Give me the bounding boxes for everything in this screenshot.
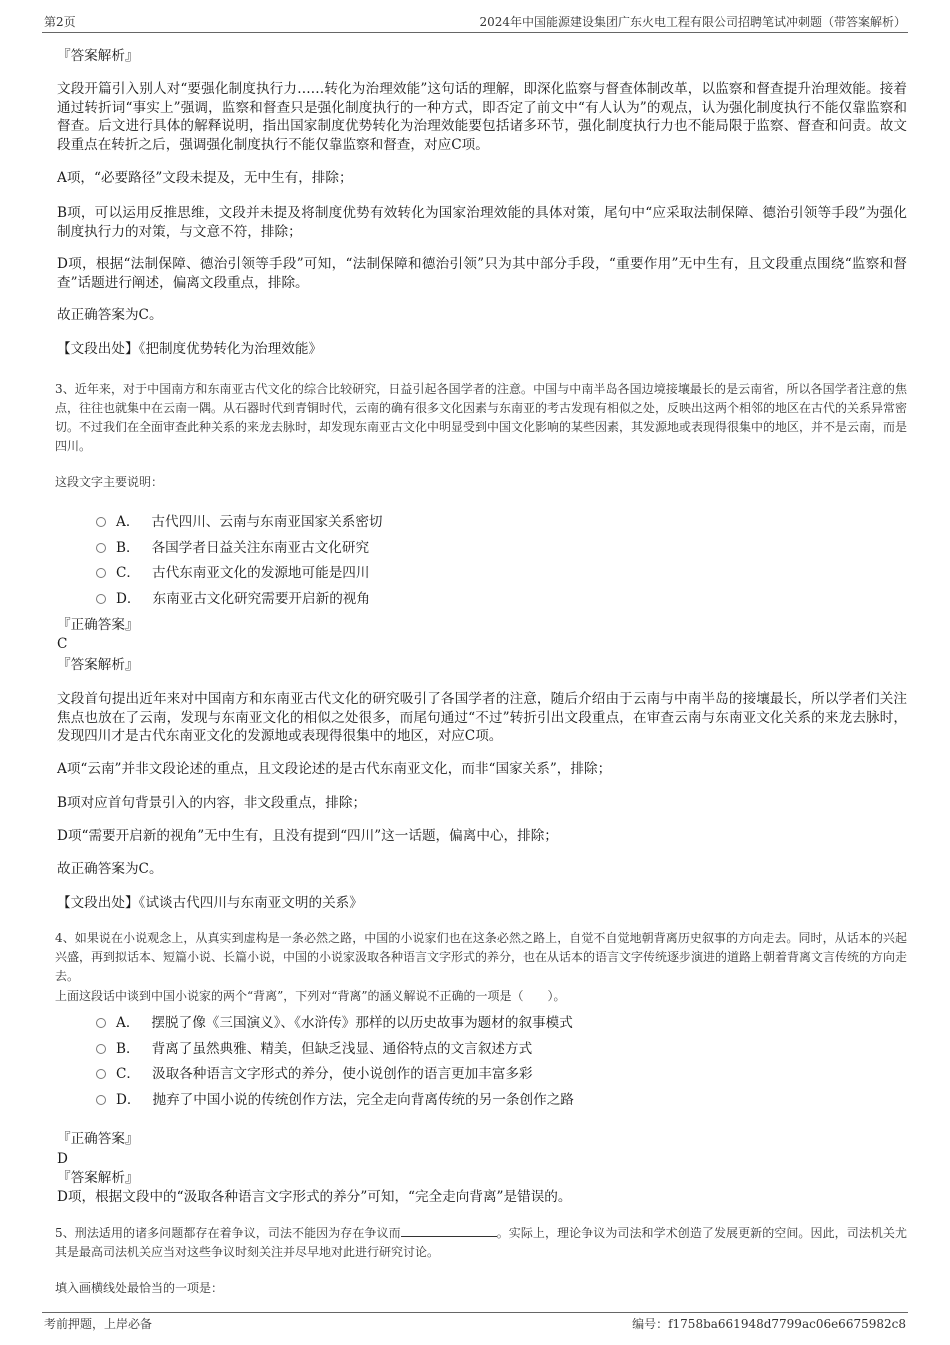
option-letter: B．	[116, 1041, 140, 1057]
q5-text-before: 5、刑法适用的诸多问题都存在着争议，司法不能因为存在争议而	[55, 1226, 401, 1240]
q2-source: 【文段出处】《把制度优势转化为治理效能》	[57, 341, 323, 357]
footer-divider	[42, 1312, 908, 1313]
document-id: 编号：f1758ba661948d7799ac06e6675982c8	[632, 1317, 906, 1331]
option-text: 背离了虽然典雅、精美，但缺乏浅显、通俗特点的文言叙述方式	[151, 1041, 533, 1057]
option-text: 抛弃了中国小说的传统创作方法，完全走向背离传统的另一条创作之路	[152, 1092, 574, 1108]
option-letter: C．	[116, 1066, 140, 1082]
option-letter: B．	[116, 540, 140, 556]
option-text: 古代东南亚文化的发源地可能是四川	[152, 565, 370, 581]
q3-source: 【文段出处】《试谈古代四川与东南亚文明的关系》	[57, 895, 363, 911]
q3-answer: C	[57, 636, 68, 652]
q3-prompt: 这段文字主要说明：	[55, 475, 164, 489]
q3-option-b-analysis: B项对应首句背景引入的内容，非文段重点，排除；	[57, 795, 367, 811]
option-letter: C．	[116, 565, 140, 581]
q2-conclusion: 故正确答案为C。	[57, 307, 163, 323]
radio-icon[interactable]	[96, 1018, 106, 1028]
option-letter: D．	[116, 591, 141, 607]
option-letter: A．	[116, 1015, 140, 1031]
q3-option-d-analysis: D项“需要开启新的视角”无中生有，且没有提到“四川”这一话题，偏离中心，排除；	[57, 828, 558, 844]
q5-stem	[55, 1224, 907, 1262]
q2-analysis-label: 『答案解析』	[57, 48, 139, 64]
footer-slogan: 考前押题，上岸必备	[44, 1317, 153, 1331]
q4-option-d[interactable]	[96, 1088, 574, 1108]
radio-icon[interactable]	[96, 517, 106, 527]
q3-conclusion: 故正确答案为C。	[57, 861, 163, 877]
q3-answer-label: 『正确答案』	[57, 617, 139, 633]
fill-blank	[401, 1224, 497, 1237]
q4-analysis: D项，根据文段中的“汲取各种语言文字形式的养分”可知，“完全走向背离”是错误的。	[57, 1189, 572, 1205]
radio-icon[interactable]	[96, 1044, 106, 1054]
q4-option-b[interactable]	[96, 1037, 532, 1057]
header-divider	[42, 32, 908, 33]
q2-option-d-analysis: D项，根据“法制保障、德治引领等手段”可知，“法制保障和德治引领”只为其中部分手段，“重要作用”无中生有，且文段重点围绕“监察和督查”话题进行阐述，偏离文段重点，排除。	[57, 256, 907, 291]
q4-option-c[interactable]	[96, 1062, 533, 1082]
radio-icon[interactable]	[96, 594, 106, 604]
radio-icon[interactable]	[96, 568, 106, 578]
q4-option-a[interactable]	[96, 1011, 573, 1031]
q2-option-b-analysis: B项，可以运用反推思维，文段并未提及将制度优势有效转化为国家治理效能的具体对策，尾句中“应采取法制保障、德治引领等手段”为强化制度执行力的对策，与文意不符，排除；	[57, 205, 907, 240]
radio-icon[interactable]	[96, 543, 106, 553]
option-text: 汲取各种语言文字形式的养分，使小说创作的语言更加丰富多彩	[152, 1066, 533, 1082]
q4-answer-label: 『正确答案』	[57, 1131, 139, 1147]
q3-option-a[interactable]	[96, 510, 383, 530]
option-text: 摆脱了像《三国演义》、《水浒传》那样的以历史故事为题材的叙事模式	[151, 1015, 573, 1031]
radio-icon[interactable]	[96, 1095, 106, 1105]
option-text: 各国学者日益关注东南亚古文化研究	[151, 540, 370, 556]
page-number: 第2页	[44, 15, 76, 29]
q3-analysis-label: 『答案解析』	[57, 657, 139, 673]
option-letter: D．	[116, 1092, 141, 1108]
q2-analysis: 文段开篇引入别人对“要强化制度执行力……转化为治理效能”这句话的理解，即深化监察与督查体制改革，以监察和督查提升治理效能。接着通过转折词“事实上”强调，监察和督查只是强化制度执行的一种方式，即否定了前文中“有人认为”的观点，认为强化制度执行不能仅靠监察和督查。后文进行具体的解释说明，指出国家制度优势转化为治理效能要包括诸多环节，强化制度执行力也不能局限于监察、督查和问责。故文段重点在转折之后，强调强化制度执行不能仅靠监察和督查，对应C项。	[57, 81, 907, 153]
q4-prompt: 上面这段话中谈到中国小说家的两个“背离”，下列对“背离”的涵义解说不正确的一项是（ ）。	[55, 989, 566, 1003]
q3-option-c[interactable]	[96, 561, 370, 581]
radio-icon[interactable]	[96, 1069, 106, 1079]
q3-stem: 3、近年来，对于中国南方和东南亚古代文化的综合比较研究，日益引起各国学者的注意。中国与中南半岛各国边境接壤最长的是云南省，所以各国学者注意的焦点，往往也就集中在云南一隅。从石器时代到青铜时代，云南的确有很多文化因素与东南亚的考古发现有相似之处，反映出这两个相邻的地区在古代的关系异常密切。不过我们在全面审查此种关系的来龙去脉时，却发现东南亚古文化中明显受到中国文化影响的某些因素，其发源地或表现得很集中的地区，并不是云南，而是四川。	[55, 382, 908, 453]
q4-stem: 4、如果说在小说观念上，从真实到虚构是一条必然之路，中国的小说家们也在这条必然之路上，自觉不自觉地朝背离历史叙事的方向走去。同时，从话本的兴起兴盛，再到拟话本、短篇小说、长篇小说，中国的小说家汲取各种语言文字形式的养分，也在从话本的语言文字传统逐步演进的道路上朝着背离文言传统的方向走去。	[55, 931, 908, 983]
q3-option-b[interactable]	[96, 536, 369, 556]
option-letter: A．	[116, 514, 140, 530]
q4-answer: D	[57, 1151, 68, 1167]
q3-option-a-analysis: A项“云南”并非文段论述的重点，且文段论述的是古代东南亚文化，而非“国家关系”，排除；	[57, 761, 612, 777]
q3-analysis: 文段首句提出近年来对中国南方和东南亚古代文化的研究吸引了各国学者的注意，随后介绍由于云南与中南半岛的接壤最长，所以学者们关注焦点也放在了云南，发现与东南亚文化的相似之处很多，而尾句通过“不过”转折引出文段重点，在审查云南与东南亚文化关系的来龙去脉时，发现四川才是古代东南亚文化的发源地或表现得很集中的地区，对应C项。	[57, 691, 907, 744]
q5-prompt: 填入画横线处最恰当的一项是：	[55, 1281, 224, 1295]
q4-analysis-label: 『答案解析』	[57, 1170, 139, 1186]
option-text: 古代四川、云南与东南亚国家关系密切	[151, 514, 383, 530]
document-title: 2024年中国能源建设集团广东火电工程有限公司招聘笔试冲刺题（带答案解析）	[479, 15, 906, 29]
q2-option-a-analysis: A项，“必要路径”文段未提及，无中生有，排除；	[57, 170, 353, 186]
q5-text-after: 。实际上，理论争议为司法和学术创造了发展更新的空间。因此，司法机关尤其是最高司法机关应当对这些争议时刻关注并尽早地对此进行研究讨论。	[55, 1226, 907, 1259]
q3-option-d[interactable]	[96, 587, 370, 607]
option-text: 东南亚古文化研究需要开启新的视角	[152, 591, 370, 607]
